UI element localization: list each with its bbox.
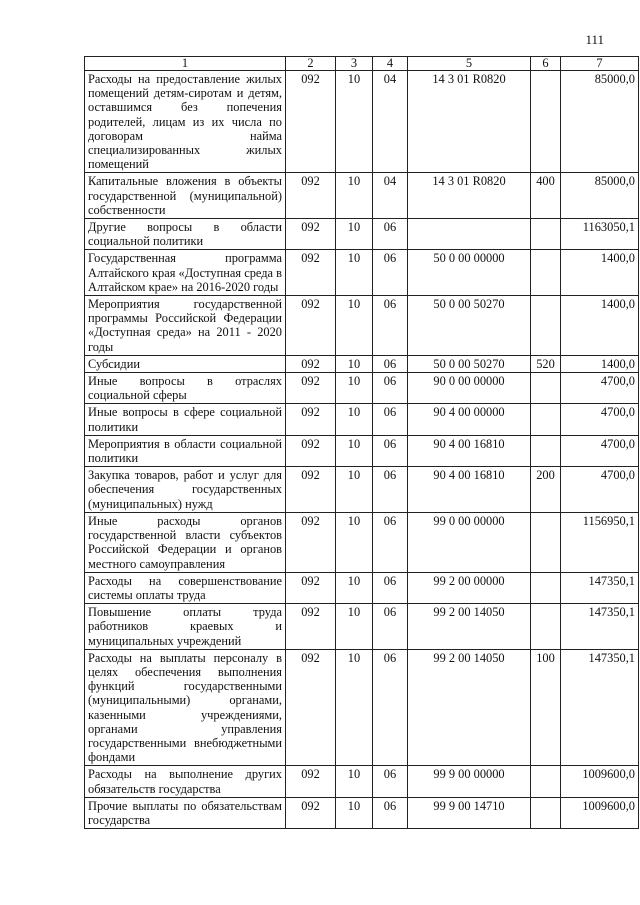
row-name-cell: Расходы на совершенствование системы оплаты труда [85, 572, 286, 603]
target-code-cell [408, 219, 531, 250]
ministry-code-cell: 092 [286, 572, 336, 603]
table-row [85, 467, 639, 513]
section-code-cell: 10 [336, 797, 373, 828]
table-row [85, 404, 639, 435]
column-header-4: 4 [373, 57, 408, 71]
expense-type-cell [531, 604, 561, 650]
subsection-code-cell: 06 [373, 797, 408, 828]
row-name-cell: Прочие выплаты по обязательствам государства [85, 797, 286, 828]
ministry-code-cell: 092 [286, 250, 336, 296]
table-row [85, 373, 639, 404]
amount-cell: 85000,0 [561, 71, 639, 173]
amount-cell: 4700,0 [561, 373, 639, 404]
column-header-7: 7 [561, 57, 639, 71]
table-row [85, 250, 639, 296]
section-code-cell: 10 [336, 219, 373, 250]
section-code-cell: 10 [336, 250, 373, 296]
section-code-cell: 10 [336, 766, 373, 797]
expense-type-cell [531, 219, 561, 250]
target-code-cell: 50 0 00 50270 [408, 296, 531, 356]
row-name-cell: Иные расходы органов государственной власти субъектов Российской Федерации и органов местного самоуправления [85, 512, 286, 572]
expense-type-cell: 200 [531, 467, 561, 513]
expense-type-cell [531, 373, 561, 404]
section-code-cell: 10 [336, 173, 373, 219]
amount-cell: 147350,1 [561, 572, 639, 603]
expense-type-cell: 100 [531, 649, 561, 766]
amount-cell: 1400,0 [561, 250, 639, 296]
row-name-cell: Закупка товаров, работ и услуг для обеспечения государственных (муниципальных) нужд [85, 467, 286, 513]
amount-cell: 1400,0 [561, 355, 639, 372]
column-header-5: 5 [408, 57, 531, 71]
table-body [85, 71, 639, 829]
subsection-code-cell: 04 [373, 173, 408, 219]
expense-type-cell [531, 296, 561, 356]
subsection-code-cell: 06 [373, 404, 408, 435]
table-row [85, 71, 639, 173]
section-code-cell: 10 [336, 467, 373, 513]
column-header-2: 2 [286, 57, 336, 71]
expense-type-cell [531, 766, 561, 797]
column-header-6: 6 [531, 57, 561, 71]
section-code-cell: 10 [336, 71, 373, 173]
amount-cell: 147350,1 [561, 649, 639, 766]
table-row [85, 355, 639, 372]
table-row [85, 296, 639, 356]
row-name-cell: Иные вопросы в сфере социальной политики [85, 404, 286, 435]
ministry-code-cell: 092 [286, 355, 336, 372]
expense-type-cell: 400 [531, 173, 561, 219]
ministry-code-cell: 092 [286, 604, 336, 650]
subsection-code-cell: 06 [373, 467, 408, 513]
subsection-code-cell: 06 [373, 512, 408, 572]
subsection-code-cell: 06 [373, 766, 408, 797]
amount-cell: 1009600,0 [561, 766, 639, 797]
table-row [85, 766, 639, 797]
subsection-code-cell: 06 [373, 435, 408, 466]
table-row [85, 797, 639, 828]
subsection-code-cell: 06 [373, 219, 408, 250]
table-row [85, 173, 639, 219]
row-name-cell: Мероприятия в области социальной политики [85, 435, 286, 466]
target-code-cell: 99 2 00 14050 [408, 649, 531, 766]
target-code-cell: 90 4 00 16810 [408, 435, 531, 466]
table-row [85, 219, 639, 250]
amount-cell: 1163050,1 [561, 219, 639, 250]
ministry-code-cell: 092 [286, 173, 336, 219]
expense-type-cell: 520 [531, 355, 561, 372]
row-name-cell: Расходы на выполнение других обязательств государства [85, 766, 286, 797]
target-code-cell: 14 3 01 R0820 [408, 71, 531, 173]
amount-cell: 1009600,0 [561, 797, 639, 828]
table-row [85, 512, 639, 572]
ministry-code-cell: 092 [286, 373, 336, 404]
row-name-cell: Другие вопросы в области социальной политики [85, 219, 286, 250]
section-code-cell: 10 [336, 649, 373, 766]
ministry-code-cell: 092 [286, 467, 336, 513]
section-code-cell: 10 [336, 512, 373, 572]
table-row [85, 604, 639, 650]
target-code-cell: 90 0 00 00000 [408, 373, 531, 404]
target-code-cell: 99 0 00 00000 [408, 512, 531, 572]
section-code-cell: 10 [336, 404, 373, 435]
expense-type-cell [531, 404, 561, 435]
page-number: 111 [585, 32, 604, 47]
table-row [85, 435, 639, 466]
subsection-code-cell: 06 [373, 649, 408, 766]
target-code-cell: 99 2 00 14050 [408, 604, 531, 650]
section-code-cell: 10 [336, 296, 373, 356]
column-header-3: 3 [336, 57, 373, 71]
expense-type-cell [531, 572, 561, 603]
section-code-cell: 10 [336, 373, 373, 404]
table-row [85, 572, 639, 603]
section-code-cell: 10 [336, 604, 373, 650]
row-name-cell: Иные вопросы в отраслях социальной сферы [85, 373, 286, 404]
target-code-cell: 50 0 00 00000 [408, 250, 531, 296]
header-row [85, 57, 639, 71]
expense-type-cell [531, 512, 561, 572]
expense-type-cell [531, 250, 561, 296]
target-code-cell: 50 0 00 50270 [408, 355, 531, 372]
section-code-cell: 10 [336, 572, 373, 603]
amount-cell: 85000,0 [561, 173, 639, 219]
subsection-code-cell: 06 [373, 250, 408, 296]
target-code-cell: 14 3 01 R0820 [408, 173, 531, 219]
subsection-code-cell: 04 [373, 71, 408, 173]
expense-type-cell [531, 797, 561, 828]
amount-cell: 1156950,1 [561, 512, 639, 572]
section-code-cell: 10 [336, 355, 373, 372]
amount-cell: 147350,1 [561, 604, 639, 650]
expense-type-cell [531, 71, 561, 173]
target-code-cell: 90 4 00 00000 [408, 404, 531, 435]
subsection-code-cell: 06 [373, 604, 408, 650]
row-name-cell: Государственная программа Алтайского края «Доступная среда в Алтайском крае» на 2016-2020 годы [85, 250, 286, 296]
row-name-cell: Субсидии [85, 355, 286, 372]
table-row [85, 649, 639, 766]
row-name-cell: Расходы на выплаты персоналу в целях обеспечения выполнения функций государственными (муниципальными) органами, казенными учреждениями, органами управления государственными внебюджетными фондами [85, 649, 286, 766]
ministry-code-cell: 092 [286, 797, 336, 828]
amount-cell: 4700,0 [561, 435, 639, 466]
column-header-1: 1 [85, 57, 286, 71]
ministry-code-cell: 092 [286, 435, 336, 466]
subsection-code-cell: 06 [373, 355, 408, 372]
row-name-cell: Капитальные вложения в объекты государственной (муниципальной) собственности [85, 173, 286, 219]
row-name-cell: Расходы на предоставление жилых помещений детям-сиротам и детям, оставшимся без попечения родителей, лицам из их числа по договорам найма специализированных жилых помещений [85, 71, 286, 173]
ministry-code-cell: 092 [286, 512, 336, 572]
row-name-cell: Мероприятия государственной программы Российской Федерации «Доступная среда» на 2011 - 2020 годы [85, 296, 286, 356]
target-code-cell: 99 9 00 00000 [408, 766, 531, 797]
row-name-cell: Повышение оплаты труда работников краевых и муниципальных учреждений [85, 604, 286, 650]
ministry-code-cell: 092 [286, 766, 336, 797]
ministry-code-cell: 092 [286, 649, 336, 766]
ministry-code-cell: 092 [286, 219, 336, 250]
ministry-code-cell: 092 [286, 404, 336, 435]
amount-cell: 4700,0 [561, 467, 639, 513]
expense-type-cell [531, 435, 561, 466]
budget-table [84, 56, 639, 829]
target-code-cell: 99 2 00 00000 [408, 572, 531, 603]
amount-cell: 4700,0 [561, 404, 639, 435]
ministry-code-cell: 092 [286, 71, 336, 173]
amount-cell: 1400,0 [561, 296, 639, 356]
target-code-cell: 90 4 00 16810 [408, 467, 531, 513]
subsection-code-cell: 06 [373, 373, 408, 404]
ministry-code-cell: 092 [286, 296, 336, 356]
subsection-code-cell: 06 [373, 572, 408, 603]
subsection-code-cell: 06 [373, 296, 408, 356]
section-code-cell: 10 [336, 435, 373, 466]
target-code-cell: 99 9 00 14710 [408, 797, 531, 828]
